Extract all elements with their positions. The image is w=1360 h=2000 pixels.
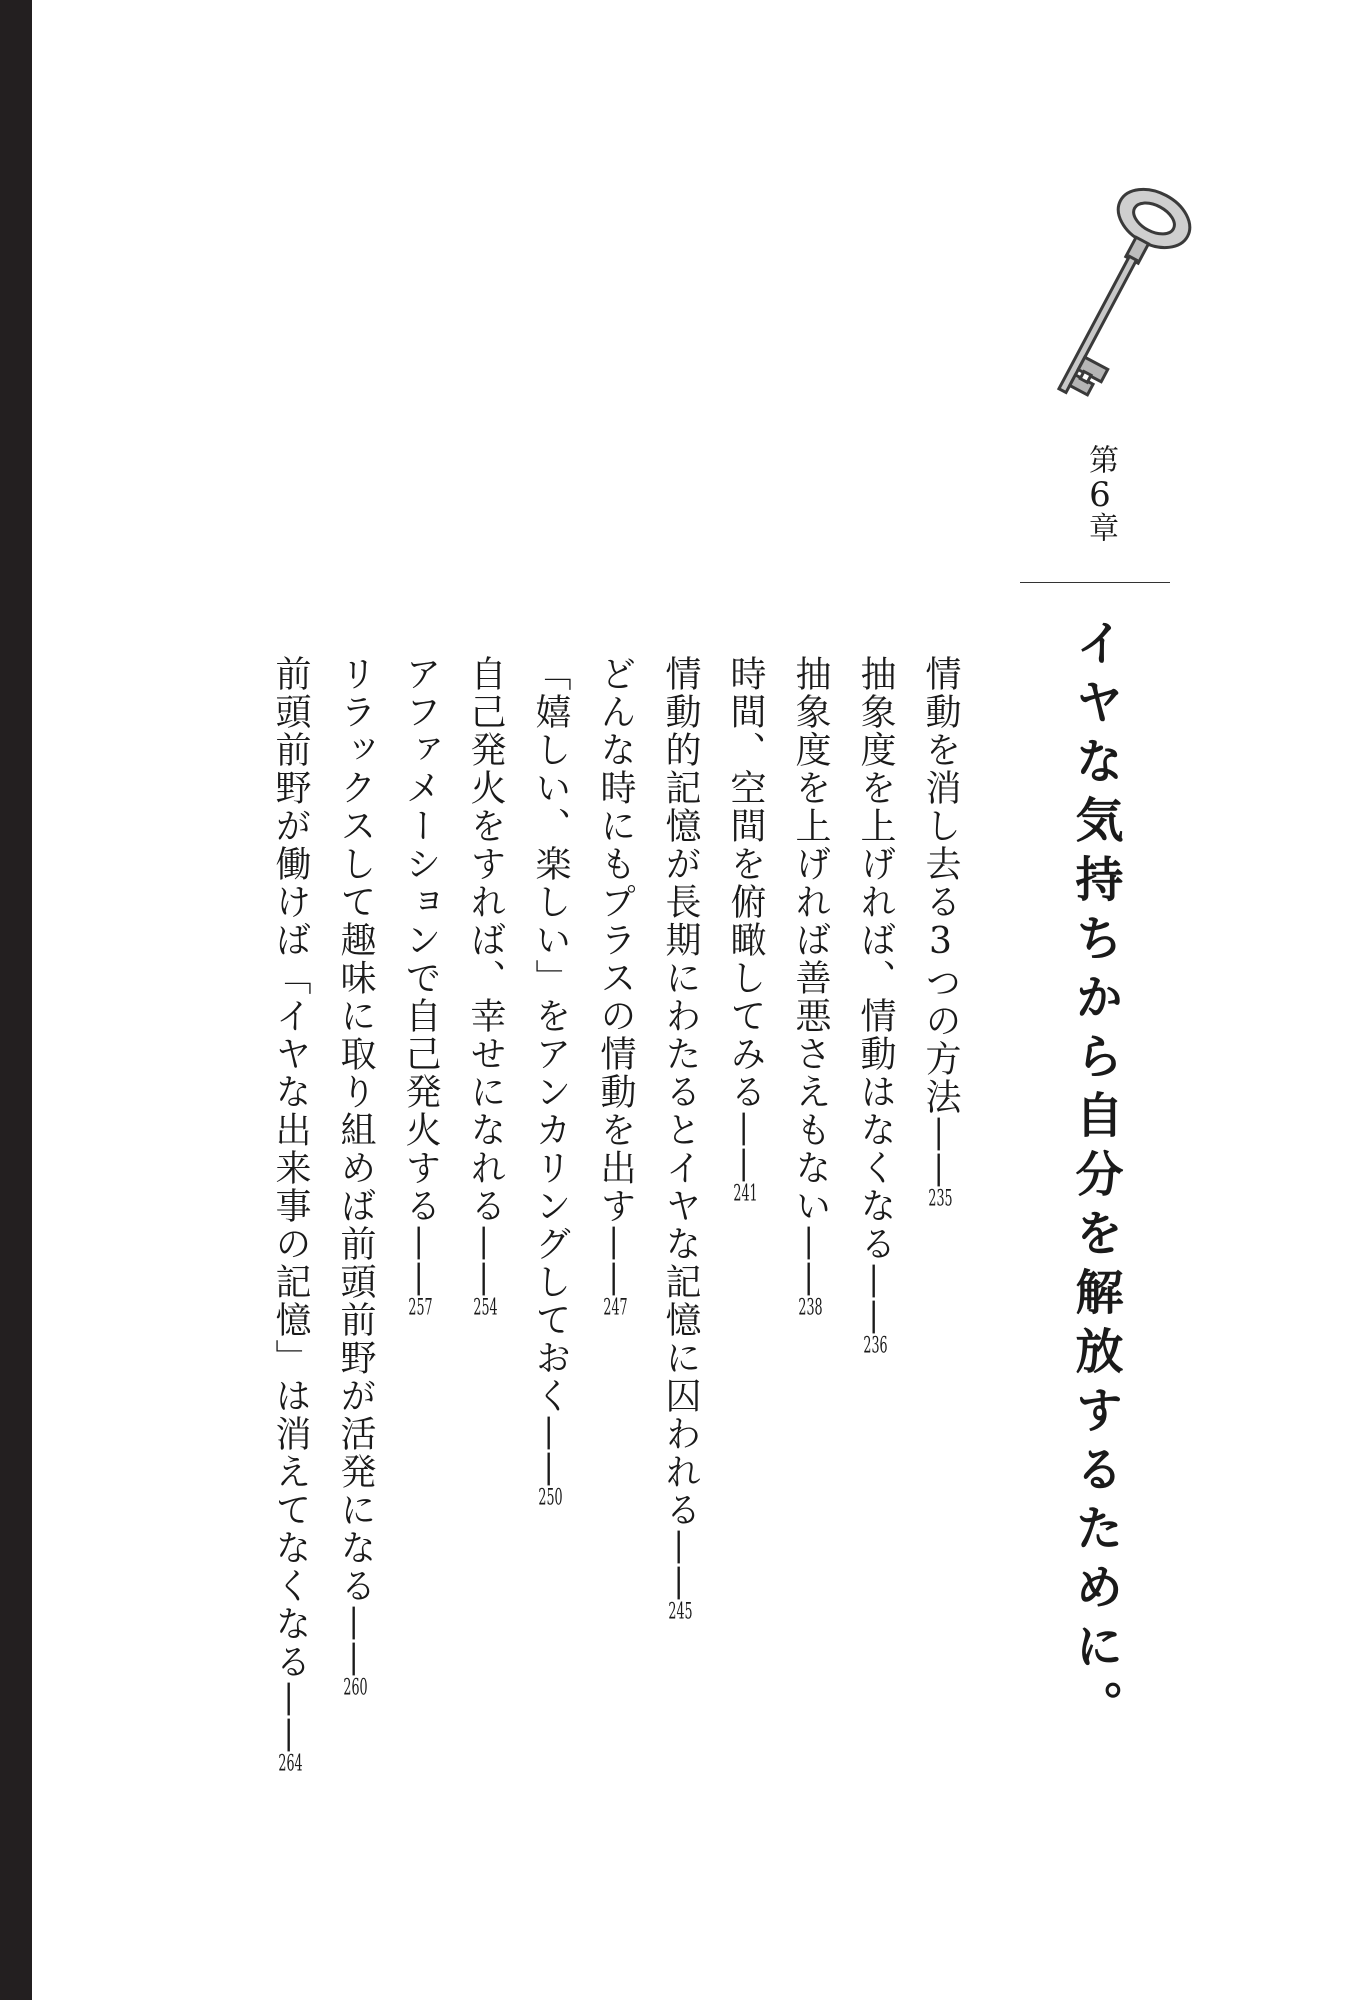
toc-dash: —— (270, 1681, 311, 1753)
toc-entry[interactable] (395, 655, 445, 1775)
key-illustration-icon (1015, 170, 1195, 430)
toc-dash: —— (465, 1225, 506, 1297)
toc-entry-title: 抽象度を上げれば、情動はなくなる (855, 655, 896, 1263)
toc-entry[interactable] (525, 655, 575, 1775)
toc-entry-title: 自己発火をすれば、幸せになれる (465, 655, 506, 1225)
toc-dash: —— (660, 1529, 701, 1601)
toc-entry-title: 情動を消し去る3つの方法 (920, 655, 961, 1116)
toc-page-number: 236 (863, 1335, 888, 1357)
chapter-marker (1040, 430, 1160, 560)
toc-entry[interactable] (460, 655, 510, 1775)
chapter-title: イヤな気持ちから自分を解放するために。 (1067, 618, 1123, 1739)
toc-entry[interactable] (655, 655, 705, 1775)
toc-page-number: 247 (603, 1297, 628, 1319)
divider-line (1020, 582, 1170, 583)
toc-entry-title: 前頭前野が働けば「イヤな出来事の記憶」は消えてなくなる (270, 655, 311, 1681)
toc-page-number: 245 (668, 1601, 693, 1623)
toc-entry-title: どんな時にもプラスの情動を出す (595, 655, 636, 1225)
toc-entry[interactable] (720, 655, 770, 1775)
toc-entry-title: アファメーションで自己発火する (400, 655, 441, 1225)
chapter-suffix: 章 (1083, 512, 1118, 546)
toc-entry[interactable] (590, 655, 640, 1775)
toc-dash: —— (790, 1225, 831, 1297)
toc-entry-title: 「嬉しい、楽しい」をアンカリングしておく (530, 655, 571, 1415)
table-of-contents (265, 655, 965, 1775)
toc-entry[interactable] (785, 655, 835, 1775)
book-spine-edge (0, 0, 32, 2000)
toc-page-number: 238 (798, 1297, 823, 1319)
chapter-prefix: 第 (1083, 444, 1118, 478)
toc-entry[interactable] (330, 655, 380, 1775)
toc-dash: —— (595, 1225, 636, 1297)
toc-page-number: 235 (928, 1188, 953, 1210)
toc-entry[interactable] (915, 655, 965, 1775)
toc-dash: —— (725, 1111, 766, 1183)
toc-page-number: 260 (343, 1677, 368, 1699)
toc-dash: —— (400, 1225, 441, 1297)
toc-entry[interactable] (850, 655, 900, 1775)
toc-dash: —— (855, 1263, 896, 1335)
toc-page-number: 254 (473, 1297, 498, 1319)
toc-entry-title: リラックスして趣味に取り組めば前頭前野が活発になる (335, 655, 376, 1605)
toc-dash: —— (530, 1415, 571, 1487)
toc-dash: —— (335, 1605, 376, 1677)
toc-page-number: 250 (538, 1487, 563, 1509)
toc-page-number: 257 (408, 1297, 433, 1319)
toc-entry-title: 抽象度を上げれば善悪さえもない (790, 655, 831, 1225)
toc-page-number: 264 (278, 1753, 303, 1775)
toc-entry-title: 情動的記憶が長期にわたるとイヤな記憶に囚われる (660, 655, 701, 1529)
toc-dash: —— (920, 1116, 961, 1188)
toc-entry-title: 時間、空間を俯瞰してみる (725, 655, 766, 1111)
toc-page-number: 241 (733, 1183, 758, 1205)
chapter-number: 6 (1089, 478, 1111, 512)
toc-entry[interactable] (265, 655, 315, 1775)
